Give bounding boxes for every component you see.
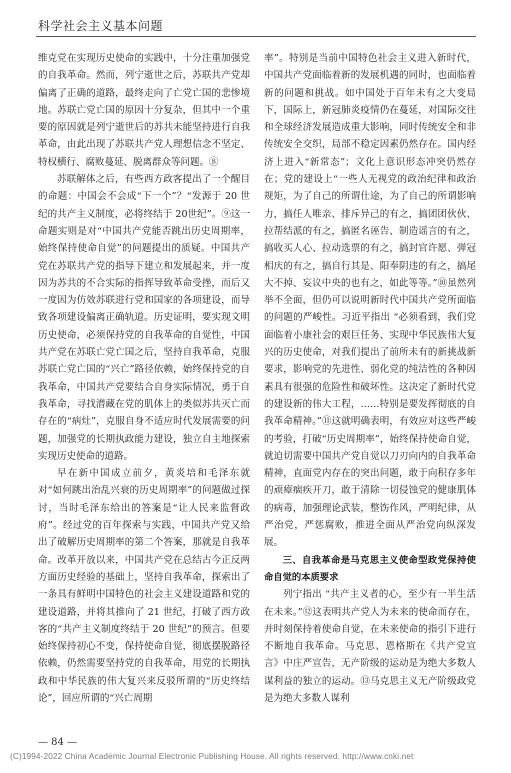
text-line: 为了自己的所谓仕途，为了自己的所谓影响 (292, 191, 476, 203)
text-line: 共产党人理想信念不坚定、特权横行、腐败蔓 (38, 139, 250, 168)
text-line: 的“历史终结论”，回应所谓的“兴亡周期 (38, 675, 250, 704)
text-line: 党自觉以刀刃向内的自我革命精神，直面党内 (264, 450, 476, 480)
text-line: 的长期执政能力建设，独立自主地探索实现 (38, 433, 250, 462)
text-line: “共产主义制度终结于 20 世纪”的预言。但要 (57, 623, 250, 635)
text-line: 小康社会的艰巨任务、实现中华民族伟大复兴 (264, 329, 476, 359)
text-line: 代，中国共产党面临着新的发展机遇的同时， (264, 53, 476, 82)
text-line: 的各种因素具有很强的危险性和破坏性。这决 (264, 364, 476, 393)
text-line: 亡国的悲惨境地。苏联亡党亡国的原因十分复 (38, 87, 250, 116)
text-line: 醒目的命题：中国会不会成“下一个”？“发 (38, 174, 250, 203)
text-line: 杂，但其中一个重要的原因就是列宁逝世后的 (38, 104, 250, 134)
text-line: 世纪”。⑨这一命题实则是对“中国共产党能否 (38, 208, 251, 237)
header-rule (36, 36, 476, 37)
text-line: 率”。特别是当前中国特色社会主义进入新时 (264, 53, 457, 64)
text-line: 马克思主义无产阶级政党是为绝大多数人谋利 (264, 675, 476, 704)
text-line: 格斯在《共产党宣言》中庄严宣告，无产阶级 (264, 641, 476, 670)
text-line: 延、脱离群众等问题。⑧ (114, 156, 219, 168)
text-line: 并将其推向了 21 世纪，打破了西方政客的 (38, 606, 250, 635)
text-line: 克服苏联亡党亡国的“兴亡”路径依 (38, 347, 250, 376)
text-line: 案，那就是自我革命。改革开放以来，中国共 (38, 537, 250, 566)
text-line: 有效应对这些严峻的考验，打破“历史周期 (264, 416, 476, 445)
text-line: 率”，始终保持使命自觉，就迫切需要中国共产 (264, 433, 476, 462)
running-header: 科学社会主义基本问题 (38, 19, 164, 33)
text-line: 定了新时代党的建设新的伟大工程，……特别 (264, 381, 476, 410)
text-line: 的长期执政和中华民族的伟大复兴来反驳所谓 (38, 658, 250, 687)
text-line: 际的指挥导致革命受挫，而后又一度因为仿效 (38, 277, 250, 307)
text-line: 是要发挥彻底的自我革命精神。”⑪这就明确表明， (264, 398, 476, 428)
text-line: 响，同时传统安全和非传统安全交织，局部不 (264, 122, 476, 151)
text-line: 使命，必须保持党的自我革命的自觉性，中国 (57, 329, 250, 341)
text-line: 列宁指出 “共产主义者的心，至少有一 (283, 589, 448, 601)
text-line: 之，如此等等。”⑩虽然列举不全面，但仍可以 (264, 277, 476, 307)
paragraph (38, 50, 250, 171)
text-line: 源于 20 世纪的共产主义制度，必将终结于 20 (38, 191, 250, 220)
text-line: 设偏离正确轨道。历史证明，要实现文明历史 (38, 312, 250, 341)
copyright-footer: (C)1994-2022 China Academic Journal Electronic Publishing House. All rights reserved. http://www.cnki.net (10, 752, 414, 761)
text-line: 苏联解体之后，有些西方政客提出了一个 (57, 174, 231, 186)
text-line: 早在新中国成立前夕，黄炎培和毛泽东就 (57, 468, 250, 480)
text-line: 克服自身不适应时代发展需要的问题，加强党 (38, 416, 250, 445)
text-line: 开刀，敢于清除一切侵蚀党的健康肌体的病毒， (264, 485, 476, 514)
text-line: 提出的质疑。中国共产党在苏联共产党的指导 (38, 243, 250, 272)
text-line: 路径依赖，仍然需要坚持党的自我革命，用党 (38, 641, 250, 670)
left-column (38, 50, 250, 707)
text-line: 存在的突出问题，敢于向积存多年的顽瘴痼疾 (264, 468, 476, 497)
text-line: 有之大变局下，国际上，新冠肺炎疫情仍在蔓 (264, 87, 476, 116)
text-line: 维克党在实现历史使命的实践中，十分注重加 (38, 53, 231, 64)
text-line: 国共产党又给出了破解历史周期率的第二个答 (38, 520, 250, 549)
text-line: 下建立和发展起来，并一度因为苏共的不合实 (38, 260, 250, 289)
text-line: 延，对国际交往和全球经济发展造成重大影 (264, 104, 476, 134)
text-line: 的运动是为绝大多数人谋利益的独立的运动。⑬ (264, 658, 476, 687)
text-line: 来监督政府”。经过党的百年探索与实践，中 (38, 502, 250, 532)
text-line: 阴违的有之，搞尾大不掉、妄议中央的也有 (264, 260, 476, 289)
text-line: 党，严惩腐败，推进全面从严治党向纵深发展。 (264, 520, 476, 549)
page-number: — 84 — (38, 737, 78, 748)
text-line: 产党在总结古今正反两方面历史经验的基础 (38, 554, 250, 583)
text-line: 加强理论武装，整饬作风，严明纪律，从严治 (264, 502, 476, 532)
text-line: 共产党却偏离了正确的道路，最终走向了亡党 (38, 70, 250, 99)
section-heading-line: 三、自我革命是马克思主义使命型政党 (282, 554, 448, 566)
text-line: 半生活在未来。”⑫这表明共产党人为未来的使 (264, 589, 476, 618)
text-line: 历史使命的道路。 (57, 450, 134, 462)
paragraph (38, 171, 250, 465)
paragraph (38, 465, 250, 707)
text-line: 也面临着新的问题和挑战。如中国处于百年未 (264, 70, 476, 99)
text-line: 国特色的社会主义建设道路和党的建设道路， (38, 589, 250, 618)
paragraph (264, 586, 476, 707)
section-heading-line: 保持使命自觉的本质要求 (264, 554, 476, 583)
text-line: 苏共未能坚持进行自我革命，由此出现了苏联 (38, 122, 250, 151)
text-line: 战新要求，影响党的先进性、弱化党的纯洁性 (264, 347, 476, 376)
text-line: 苏联进行党和国家的各项建设，而导致各项建 (38, 295, 250, 324)
text-line: 赖，始终保持党的自我革命，中国共产党要结 (38, 364, 250, 393)
text-line: 党的肌体上的类似苏共灭亡而存在的“病灶”， (38, 398, 250, 428)
text-line: 力，搞任人唯亲、排斥异己的有之，搞团团伙 (264, 208, 457, 220)
text-line: 上，坚持自我革命，探索出了一条具有鲜明中 (38, 571, 250, 601)
right-column (264, 50, 476, 707)
paragraph (264, 50, 476, 552)
text-line: 性。习近平指出 “必须看到，我们党面临着 (264, 312, 476, 341)
text-line: 强党的自我革命。然而，列宁逝世之后，苏联 (38, 53, 250, 82)
text-line: 跳出历史周期率，始终保持使命自觉”的问题 (38, 225, 250, 255)
text-line: 官许愿、弹冠相庆的有之，搞自行其是、阳奉 (264, 243, 476, 272)
text-line: 对“如何跳出治乱兴衰的历史周期率”的问题 (38, 485, 222, 497)
text-line: 合自身实际情况，勇于自我革命，寻找潜藏在 (38, 381, 250, 410)
text-line: 始终保持初心不变，保持使命自觉，彻底摆脱 (38, 641, 231, 653)
text-line: 伙、拉帮结派的有之，搞匿名诬告、制造谣言 (264, 208, 476, 237)
text-line: 态”；文化上意识形态冲突仍然存在；党的建 (264, 156, 476, 186)
text-line: 命的指引下进行不断地自我革命。马克思、恩 (264, 623, 476, 653)
text-line: 命而存在，并时刻保持着使命自觉，在未来使 (264, 606, 476, 635)
section-heading (264, 552, 476, 587)
text-line: 做过探讨，当时毛泽东给出的答案是“让人民 (38, 485, 250, 514)
text-line: 的历史使命，对我们提出了前所未有的新挑 (273, 347, 457, 359)
text-line: 的有之，搞收买人心、拉动选票的有之，搞封 (264, 225, 476, 255)
text-line: 设上“一些人无视党的政治纪律和政治规矩， (264, 174, 476, 203)
text-line: 说明新时代中国共产党所面临的问题的严峻 (264, 295, 476, 324)
text-line: 共产党在苏联亡党亡国之后，坚持自我革命， (38, 347, 231, 359)
text-line: 稳定因素仍然存在。国内经济上进入“新常 (264, 139, 476, 168)
